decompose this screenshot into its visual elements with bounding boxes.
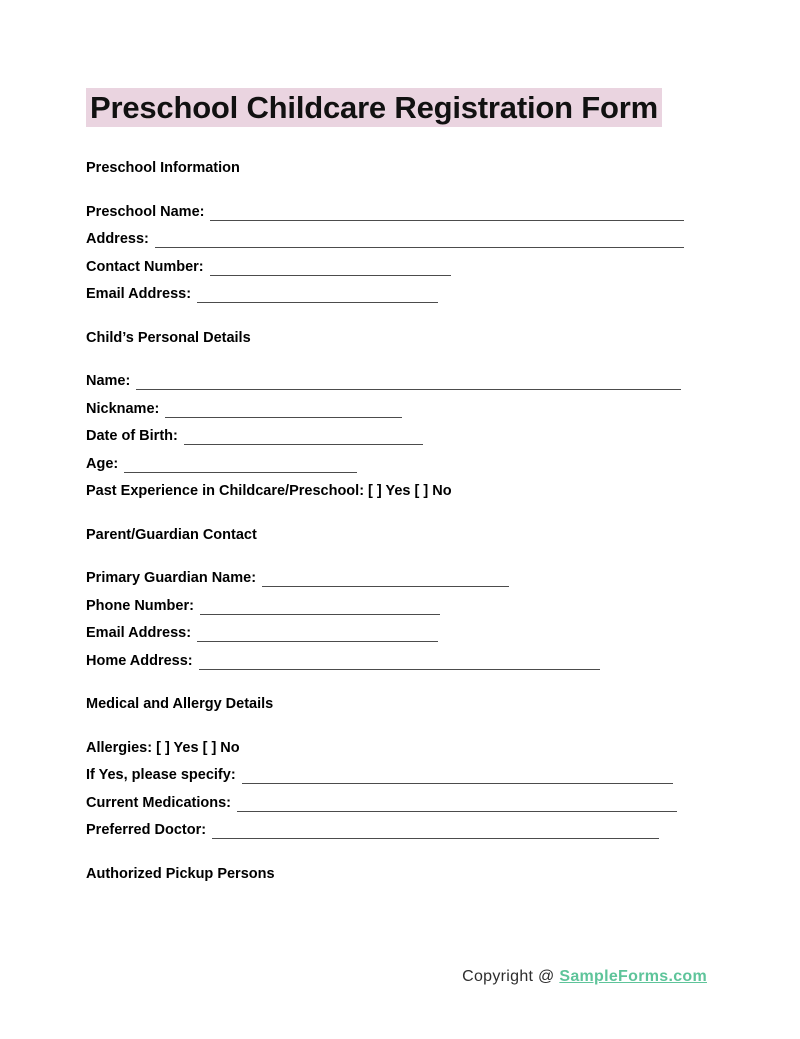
field-label: Phone Number: — [86, 597, 194, 614]
field-past-experience-checkboxes[interactable] — [86, 478, 707, 506]
field-blank-line[interactable] — [210, 199, 684, 221]
field-blank-line[interactable] — [199, 648, 600, 670]
field-label: Preferred Doctor: — [86, 822, 207, 838]
section-medical-allergy-details — [86, 691, 707, 845]
section-child-personal-details — [86, 325, 707, 506]
field-blank-line[interactable] — [200, 593, 440, 615]
field-blank-line[interactable] — [124, 451, 357, 473]
field-home-address — [86, 648, 600, 676]
field-label: If Yes, please specify: — [86, 767, 236, 783]
field-label: Nickname: — [86, 400, 160, 417]
copyright-text: Copyright @ — [462, 968, 555, 985]
field-blank-line[interactable] — [212, 817, 659, 839]
field-if-yes-specify — [86, 762, 673, 790]
section-heading: Medical and Allergy Details — [86, 696, 274, 712]
section-heading: Preschool Information — [86, 160, 240, 176]
field-name — [86, 368, 681, 396]
field-label: Preschool Name: — [86, 203, 205, 220]
field-date-of-birth — [86, 423, 423, 451]
section-fields — [86, 199, 707, 309]
field-blank-line[interactable] — [155, 226, 684, 248]
field-blank-line[interactable] — [237, 790, 677, 812]
sampleforms-link[interactable]: SampleForms.com — [559, 968, 707, 985]
field-phone-number — [86, 593, 440, 621]
form-title: Preschool Childcare Registration Form — [86, 88, 662, 127]
field-primary-guardian-name — [86, 565, 509, 593]
field-contact-number — [86, 254, 451, 282]
field-label: Address: — [86, 231, 149, 247]
section-heading: Authorized Pickup Persons — [86, 865, 275, 882]
field-label: Primary Guardian Name: — [86, 570, 257, 586]
field-blank-line[interactable] — [242, 762, 673, 784]
section-authorized-pickup-persons — [86, 861, 707, 889]
field-preferred-doctor — [86, 817, 659, 845]
section-parent-guardian-contact — [86, 522, 707, 676]
field-blank-line[interactable] — [136, 368, 681, 390]
field-email-address — [86, 281, 438, 309]
section-preschool-information — [86, 155, 707, 309]
field-preschool-name — [86, 199, 684, 227]
field-blank-line[interactable] — [165, 396, 402, 418]
field-label-with-checkboxes[interactable]: Allergies: [ ] Yes [ ] No — [86, 739, 240, 756]
field-label: Date of Birth: — [86, 428, 178, 444]
section-fields — [86, 735, 707, 845]
field-label: Name: — [86, 373, 131, 389]
field-current-medications — [86, 790, 677, 818]
field-label: Contact Number: — [86, 258, 204, 275]
field-label: Home Address: — [86, 652, 193, 669]
section-heading: Parent/Guardian Contact — [86, 526, 257, 543]
field-blank-line[interactable] — [262, 565, 509, 587]
field-address — [86, 226, 684, 254]
field-guardian-email-address — [86, 620, 438, 648]
footer — [86, 965, 707, 989]
field-label: Email Address: — [86, 286, 192, 302]
field-allergies-checkboxes[interactable] — [86, 735, 707, 763]
section-fields — [86, 565, 707, 675]
field-label-with-checkboxes[interactable]: Past Experience in Childcare/Preschool: [ ] Yes [ ] No — [86, 483, 452, 499]
field-blank-line[interactable] — [197, 281, 438, 303]
field-age — [86, 451, 357, 479]
section-heading: Child’s Personal Details — [86, 329, 251, 346]
field-blank-line[interactable] — [197, 620, 438, 642]
field-label: Email Address: — [86, 625, 192, 641]
field-nickname — [86, 396, 402, 424]
field-blank-line[interactable] — [184, 423, 423, 445]
field-label: Current Medications: — [86, 794, 232, 811]
section-fields — [86, 368, 707, 506]
field-label: Age: — [86, 455, 119, 472]
form-document — [86, 88, 707, 989]
field-blank-line[interactable] — [210, 254, 451, 276]
